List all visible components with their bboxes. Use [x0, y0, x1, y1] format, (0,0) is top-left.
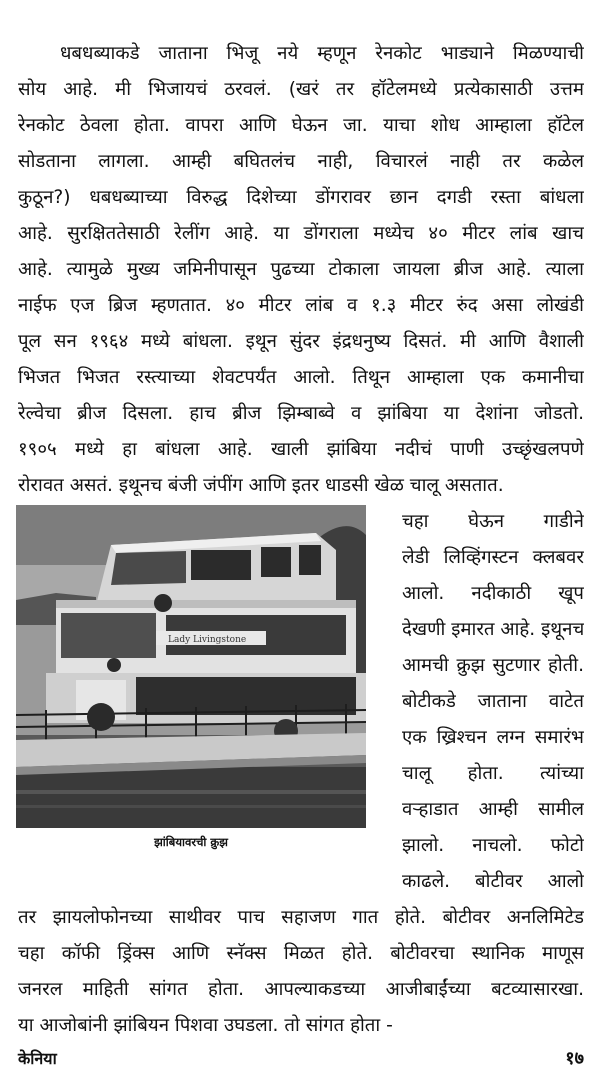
body-line: आहे. सुरक्षिततेसाठी रेलींग आहे. या डोंगराला मध्येच ४० मीटर लांब खाच [18, 223, 584, 244]
cruise-boat-photo [16, 505, 366, 828]
side-line: बोटीकडे जाताना वाटेत [402, 691, 584, 712]
body-line: चहा कॉफी ड्रिंक्स आणि स्नॅक्स मिळत होते. बोटीवरचा स्थानिक माणूस [18, 943, 584, 964]
boat-name-text: Lady Livingstone [168, 635, 247, 645]
body-line: धबधब्याकडे जाताना भिजू नये म्हणून रेनकोट भाड्याने मिळण्याची [60, 43, 584, 64]
side-line: काढले. बोटीवर आलो [402, 871, 584, 892]
body-line: १९०५ मध्ये हा बांधला आहे. खाली झांबिया नदीचं पाणी उच्छृंखलपणे [18, 439, 584, 460]
body-line: पूल सन १९६४ मध्ये बांधला. इथून सुंदर इंद्रधनुष्य दिसतं. मी आणि वैशाली [18, 331, 584, 352]
side-line: आलो. नदीकाठी खूप [402, 583, 584, 604]
side-line: चहा घेऊन गाडीने [402, 511, 584, 532]
body-line: भिजत भिजत रस्त्याच्या शेवटपर्यंत आलो. तिथून आम्हाला एक कमानीचा [18, 367, 584, 388]
body-line: तर झायलोफोनच्या साथीवर पाच सहाजण गात होते. बोटीवर अनलिमिटेड [18, 907, 584, 928]
side-line: आमची क्रुझ सुटणार होती. [402, 655, 584, 676]
side-line: झालो. नाचलो. फोटो [402, 835, 584, 856]
photo-caption: झांबियावरची क्रुझ [154, 835, 228, 849]
body-line: आहे. त्यामुळे मुख्य जमिनीपासून पुढच्या टोकाला जायला ब्रीज आहे. त्याला [18, 259, 584, 280]
body-line: सोडताना लागला. आम्ही बघितलंच नाही, विचारलं नाही तर कळेल [18, 151, 584, 172]
body-line: सोय आहे. मी भिजायचं ठरवलं. (खरं तर हॉटेलमध्ये प्रत्येकासाठी उत्तम [18, 79, 584, 100]
body-line: या आजोबांनी झांबियन पिशवा उघडला. तो सांगत होता - [18, 1015, 393, 1036]
side-line: देखणी इमारत आहे. इथूनच [402, 619, 584, 640]
body-line: कुठून?) धबधब्याच्या विरुद्ध दिशेच्या डोंगरावर छान दगडी रस्ता बांधला [18, 187, 584, 208]
body-line: रेल्वेचा ब्रीज दिसला. हाच ब्रीज झिम्बाब्वे व झांबिया या देशांना जोडतो. [18, 403, 584, 424]
body-line: रोरावत असतं. इथूनच बंजी जंपींग आणि इतर धाडसी खेळ चालू असतात. [18, 475, 504, 496]
side-line: चालू होता. त्यांच्या [402, 763, 584, 784]
body-line: नाईफ एज ब्रिज म्हणतात. ४० मीटर लांब व १.३ मीटर रुंद असा लोखंडी [18, 295, 584, 316]
side-line: लेडी लिव्हिंगस्टन क्लबवर [402, 547, 584, 568]
page-number: १७ [565, 1048, 584, 1069]
side-line: एक ख्रिश्चन लग्न समारंभ [402, 727, 584, 748]
side-line: वऱ्हाडात आम्ही सामील [402, 799, 584, 820]
body-line: रेनकोट ठेवला होता. वापरा आणि घेऊन जा. याचा शोध आम्हाला हॉटेल [18, 115, 584, 136]
running-footer: केनिया [18, 1049, 57, 1068]
body-line: जनरल माहिती सांगत होता. आपल्याकडच्या आजीबाईंच्या बटव्यासारखा. [18, 979, 584, 1000]
